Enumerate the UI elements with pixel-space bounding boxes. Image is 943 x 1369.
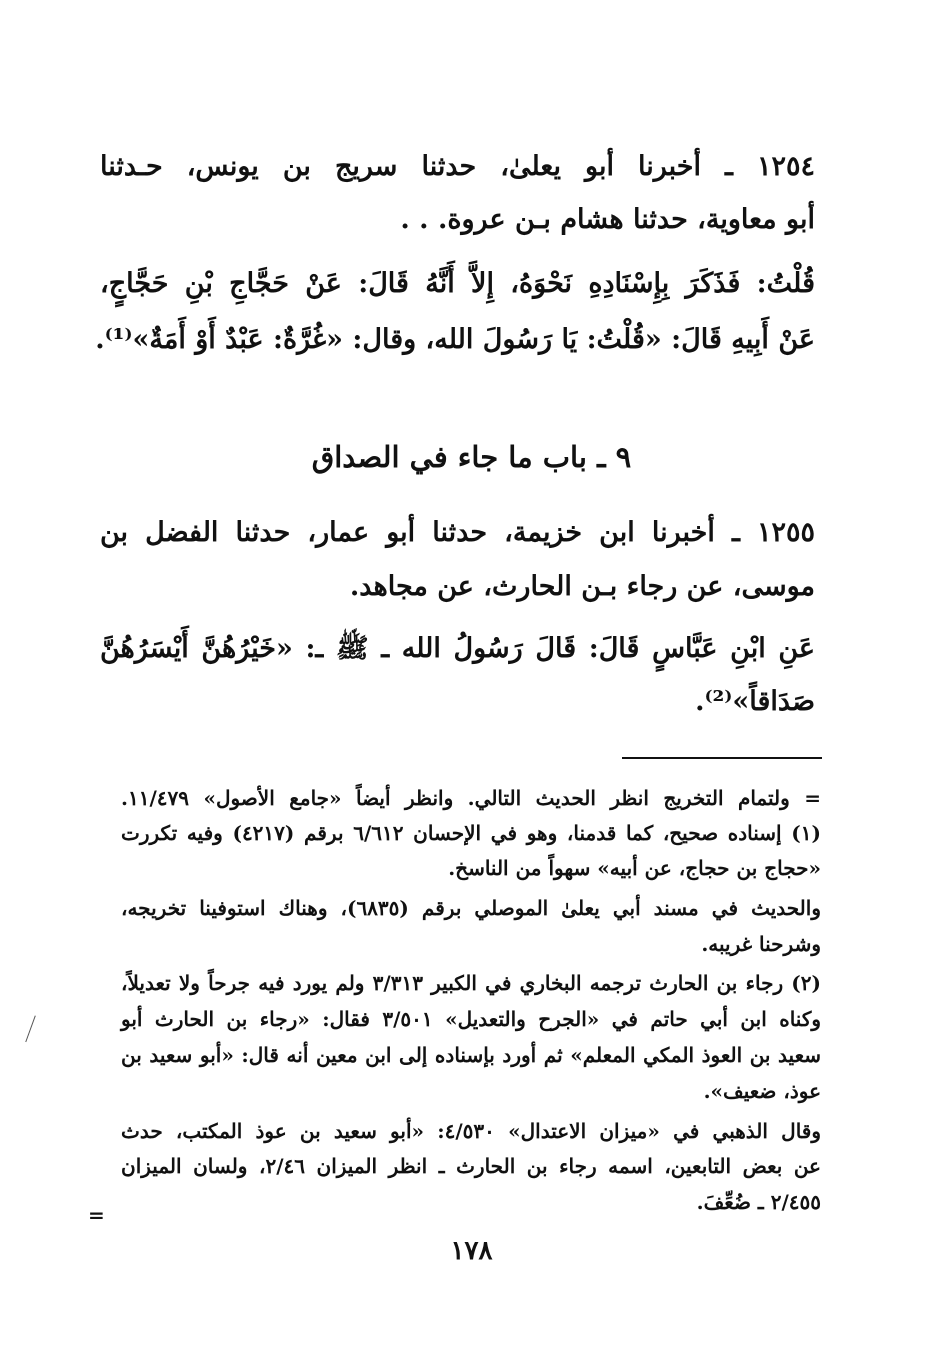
hadith-1254-line-1: ١٢٥٤ ـ أخبرنا أبو يعلىٰ، حدثنا سريج بن يونس، حـدثنا bbox=[100, 151, 815, 182]
hadith-1255-line-4: صَدَاقاً»⁽²⁾. bbox=[695, 686, 815, 717]
footnote-line-1: = ولتمام التخريج انظر الحديث التالي. وانظر أيضاً «جامع الأصول» ١١/٤٧٩. bbox=[121, 786, 821, 810]
footnote-line-7: وكناه ابن أبي حاتم في «الجرح والتعديل» ٣/٥٠١ فقال: «رجاء بن الحارث أبو bbox=[121, 1007, 821, 1031]
footnote-line-2: (١) إسناده صحيح، كما قدمنا، وهو في الإحسان ٦/٦١٢ برقم (٤٢١٧) وفيه تكررت bbox=[121, 821, 821, 845]
footnote-line-10: وقال الذهبي في «ميزان الاعتدال» ٤/٥٣٠: «أبو سعيد بن عوذ المكتب، حدث bbox=[121, 1119, 822, 1143]
hadith-1255-line-3: عَنِ ابْنِ عَبَّاسٍ قَالَ: قَالَ رَسُولُ الله ـ ﷺ ـ: «خَيْرُهُنَّ أَيْسَرُهُنَّ bbox=[100, 633, 815, 664]
footnote-line-11: عن بعض التابعين، اسمه رجاء بن الحارث ـ انظر الميزان ٢/٤٦، ولسان الميزان bbox=[121, 1154, 821, 1178]
hadith-1255-line-1: ١٢٥٥ ـ أخبرنا ابن خزيمة، حدثنا أبو عمار، حدثنا الفضل بن bbox=[100, 517, 815, 548]
hadith-1254-line-2: أبو معاوية، حدثنا هشام بـن عروة. . . bbox=[400, 204, 815, 235]
continuation-mark: = bbox=[88, 1203, 105, 1227]
footnote-line-4: والحديث في مسند أبي يعلىٰ الموصلي برقم (٦٨٣٥)، وهناك استوفينا تخريجه، bbox=[121, 896, 821, 920]
chapter-heading: ٩ ـ باب ما جاء في الصداق bbox=[311, 440, 632, 474]
footnote-line-12: ٢/٤٥٥ ـ ضُعِّفَ. bbox=[696, 1190, 821, 1214]
hadith-1254-line-3: قُلْتُ: فَذَكَرَ بِإِسْنَادِهِ نَحْوَهُ، إِلاَّ أَنَّهُ قَالَ: عَنْ حَجَّاجِ بْنِ حَجَّاجٍ، bbox=[100, 268, 815, 299]
footnote-line-8: سعيد بن العوذ المكي المعلم» ثم أورد بإسناده إلى ابن معين أنه قال: «أبو سعيد بن bbox=[121, 1043, 821, 1067]
hadith-1255-line-2: موسى، عن رجاء بـن الحارث، عن مجاهد. bbox=[349, 571, 815, 602]
footnote-line-3: «حجاج بن حجاج، عن أبيه» سهواً من الناسخ. bbox=[448, 856, 821, 880]
hadith-1254-line-4: عَنْ أَبِيهِ قَالَ: «قُلْتُ: يَا رَسُولَ الله، وقال: «غُرَّةٌ: عَبْدٌ أَوْ أَمَةٌ»⁽¹⁾. bbox=[95, 324, 815, 355]
footnote-line-6: (٢) رجاء بن الحارث ترجمه البخاري في الكبير ٣/٣١٣ ولم يورد فيه جرحاً ولا تعديلاً، bbox=[121, 971, 821, 995]
scan-edge-mark bbox=[25, 1016, 36, 1043]
footnote-separator bbox=[622, 757, 822, 759]
footnote-line-5: وشرحنا غريبه. bbox=[701, 932, 821, 956]
footnote-line-9: عوذ، ضعيف». bbox=[703, 1079, 821, 1103]
page-number: ١٧٨ bbox=[450, 1236, 493, 1266]
